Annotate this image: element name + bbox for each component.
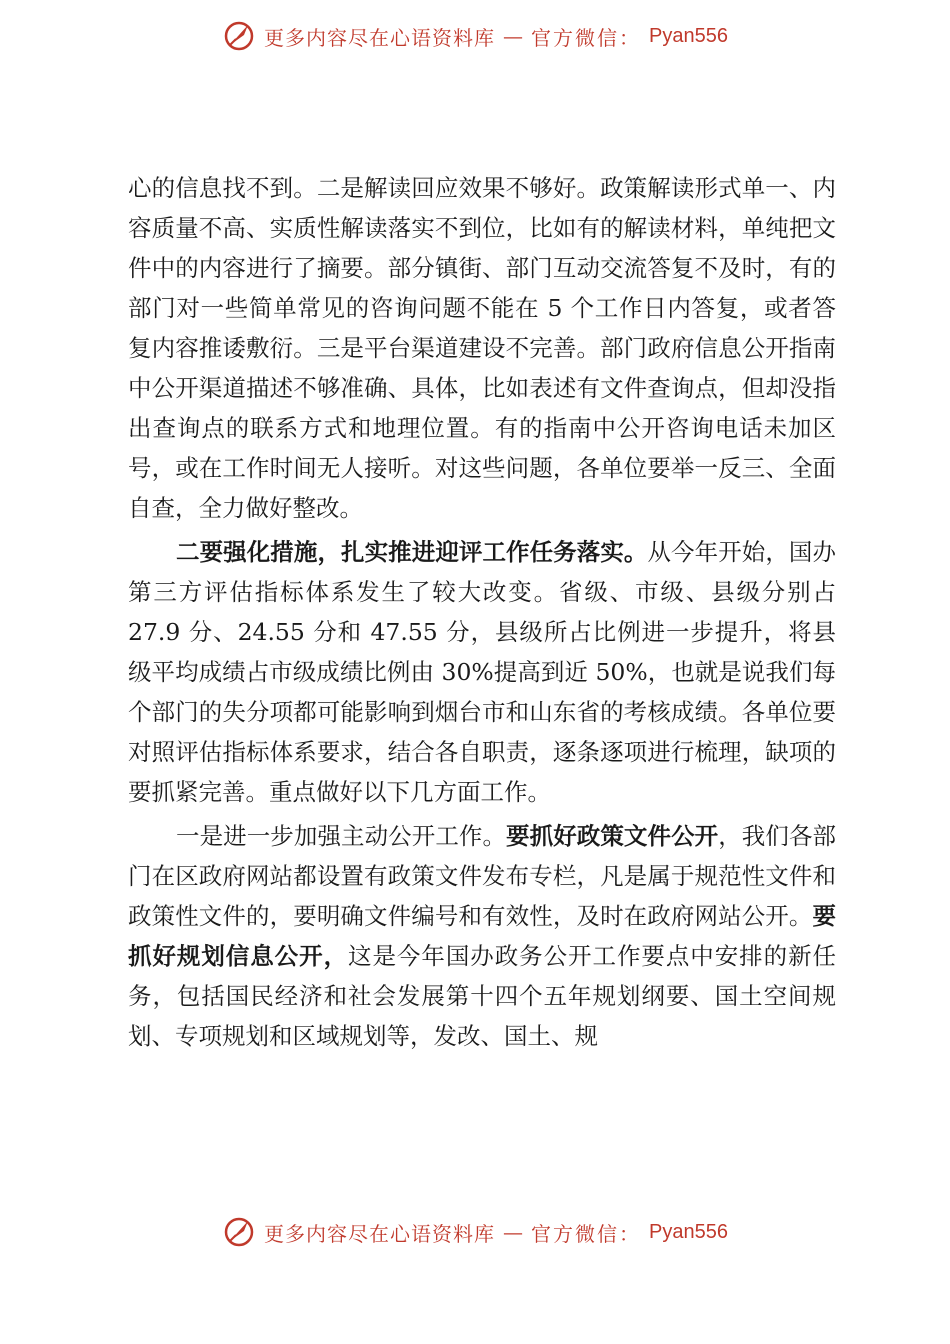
footer-wechat-id: Pyan556 [649,1220,728,1243]
footer-wechat-label: 官方微信： [531,1221,642,1246]
paragraph-2-heading: 二要强化措施，扎实推进迎评工作任务落实。 [176,538,648,566]
header-wechat-label: 官方微信： [531,25,642,50]
paragraph-3-bold-2: 要抓好规划信息公开， [128,902,836,970]
quill-logo-icon [222,19,256,53]
paragraph-1 [128,168,836,528]
header-watermark [0,14,950,58]
paragraph-3-lead: 一是进一步加强主动公开工作。 [176,822,507,850]
paragraph-2 [128,532,836,812]
paragraph-3-rest: 这是今年国办政务公开工作要点中安排的新任务，包括国民经济和社会发展第十四个五年规划纲要、国土空间规划、专项规划和区域规划等，发改、国土、规 [128,942,837,1050]
paragraph-3-middle: ，我们各部门在区政府网站都设置有政策文件发布专栏，凡是属于规范性文件和政策性文件的，要明确文件编号和有效性，及时在政府网站公开。 [128,822,837,930]
document-body [128,168,836,1056]
footer-separator: — [503,1220,524,1244]
paragraph-3-bold-1: 要抓好政策文件公开 [506,822,719,850]
header-separator: — [503,24,524,48]
footer-slogan: 更多内容尽在心语资料库 [264,1221,496,1246]
header-slogan: 更多内容尽在心语资料库 [264,25,496,50]
paragraph-1-text: 心的信息找不到。二是解读回应效果不够好。政策解读形式单一、内容质量不高、实质性解读落实不到位，比如有的解读材料，单纯把文件中的内容进行了摘要。部分镇街、部门互动交流答复不及时，有的部门对一些简单常见的咨询问题不能在 5 个工作日内答复，或者答复内容推诿敷衍。三是平台渠道建设不完善。部门政府信息公开指南中公开渠道描述不够准确、具体，比如表述有文件查询点，但却没指出查询点的联系方式和地理位置。有的指南中公开咨询电话未加区号，或在工作时间无人接听。对这些问题，各单位要举一反三、全面自查，全力做好整改。 [128,174,836,522]
paragraph-2-text: 从今年开始，国办第三方评估指标体系发生了较大改变。省级、市级、县级分别占 27.9 分、24.55 分和 47.55 分，县级所占比例进一步提升，将县级平均成绩占市级成绩比例由 30%提高到近 50%，也就是说我们每个部门的失分项都可能影响到烟台市和山东省的考核成绩。各单位要对照评估指标体系要求，结合各自职责，逐条逐项进行梳理，缺项的要抓紧完善。重点做好以下几方面工作。 [128,538,837,806]
footer-watermark [0,1210,950,1254]
paragraph-3 [128,816,836,1056]
header-wechat-id: Pyan556 [649,24,728,47]
quill-logo-icon [222,1215,256,1249]
